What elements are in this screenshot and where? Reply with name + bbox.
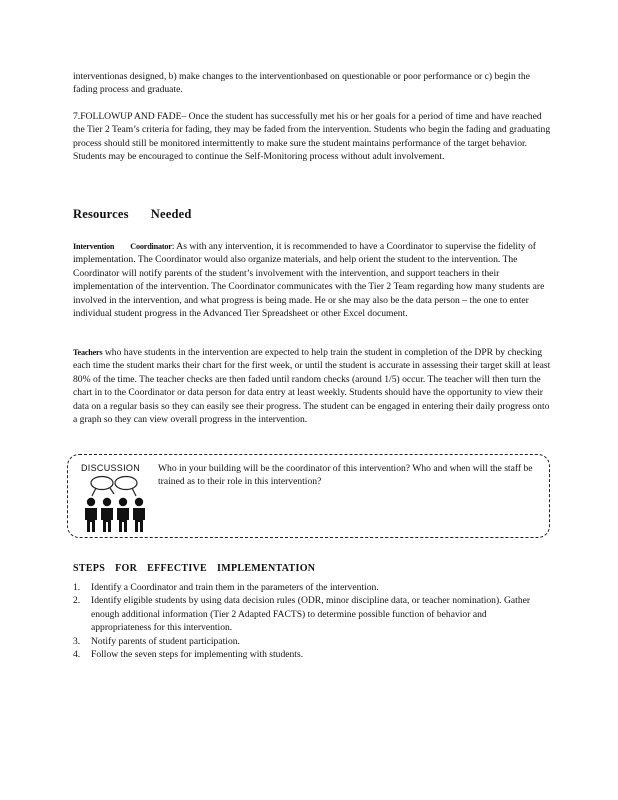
continuation-paragraph bbox=[73, 70, 553, 97]
discussion-box bbox=[67, 454, 550, 538]
step-text: Identify eligible students by using data decision rules (ODR, minor discipline data, or teacher nomination). Gather enough additional information (Tier 2 Adapted FACTS) to determine possible function of behavior and appropriateness for this intervention. bbox=[91, 595, 531, 634]
steps-heading bbox=[73, 563, 315, 574]
step-number: 3. bbox=[73, 635, 81, 647]
teachers-paragraph bbox=[73, 346, 553, 426]
step-number: 1. bbox=[73, 582, 81, 593]
list-item bbox=[73, 581, 543, 594]
followup-fade-text: – Once the student has successfully met his or her goals for a period of time and have reached the Tier 2 Team’s criteria for fading, they may be faded from the intervention. Students who begin the fading and graduating process should still be monitored intermittently to make sure the student maintains performance of the target behavior. Students may be encouraged to continue the Self-Monitoring process without adult involvement. bbox=[73, 111, 551, 163]
steps-heading-word3: EFFECTIVE bbox=[147, 563, 208, 574]
coordinator-text: : As with any intervention, it is recommended to have a Coordinator to supervise the fidelity of implementation. The Coordinator would also organize materials, and help orient the student to the intervention. The Coordinator will notify parents of the student’s involvement with the intervention, and support teachers in their implementation of the intervention. The Coordinator communicates with the Tier 2 Team regarding how many students are involved in the intervention, and what progress is being made. He or she may also be the data person – the one to enter individual student progress in the Advanced Tier Spreadsheet or other Excel document. bbox=[73, 241, 545, 320]
list-item bbox=[73, 635, 543, 648]
list-item bbox=[73, 648, 543, 661]
followup-fade-lead: 7.FOLLOWUP AND FADE bbox=[73, 111, 182, 122]
resources-needed-heading bbox=[73, 207, 192, 222]
followup-fade-paragraph bbox=[73, 110, 553, 164]
steps-list bbox=[73, 581, 543, 661]
discussion-label: DISCUSSION bbox=[81, 463, 141, 473]
coordinator-label-word1: Intervention bbox=[73, 242, 115, 251]
coordinator-paragraph bbox=[73, 240, 553, 320]
teachers-label: Teachers bbox=[73, 348, 103, 357]
resources-heading-word2: Needed bbox=[150, 207, 192, 221]
list-item bbox=[73, 594, 543, 634]
step-text: Notify parents of student participation. bbox=[91, 635, 240, 647]
discussion-question: Who in your building will be the coordinator of this intervention? Who and when will the staff be trained as to their role in this intervention? bbox=[158, 463, 533, 488]
step-number: 4. bbox=[73, 649, 81, 661]
steps-heading-word4: IMPLEMENTATION bbox=[217, 563, 316, 574]
step-text: Follow the seven steps for implementing with students. bbox=[91, 649, 304, 661]
coordinator-label bbox=[73, 242, 172, 251]
teachers-text: who have students in the intervention are expected to help train the student in completion of the DPR by checking each time the student marks their chart for the first week, or until the student is accurate in assessing their target skill at least 80% of the time. The teacher checks are then faded until random checks (around 1/5) occur. The teacher will then turn the chart in to the Coordinator or data person for data entry at least weekly. Students should have the opportunity to view their data on a regular basis so they can easily see their progress. The student can be engaged in entering their daily progress onto a graph so they can view overall progress in the intervention. bbox=[73, 347, 551, 426]
continuation-text: interventionas designed, b) make changes to the interventionbased on questionable or poor performance or c) begin the fading process and graduate. bbox=[73, 71, 530, 96]
step-number: 2. bbox=[73, 595, 81, 607]
coordinator-label-word2: Coordinator bbox=[130, 242, 172, 251]
step-text: Identify a Coordinator and train them in the parameters of the intervention. bbox=[91, 582, 379, 593]
resources-heading-word1: Resources bbox=[73, 207, 129, 221]
steps-heading-word2: FOR bbox=[115, 563, 138, 574]
steps-heading-word1: STEPS bbox=[73, 563, 106, 574]
group-discussion-icon bbox=[82, 474, 146, 534]
